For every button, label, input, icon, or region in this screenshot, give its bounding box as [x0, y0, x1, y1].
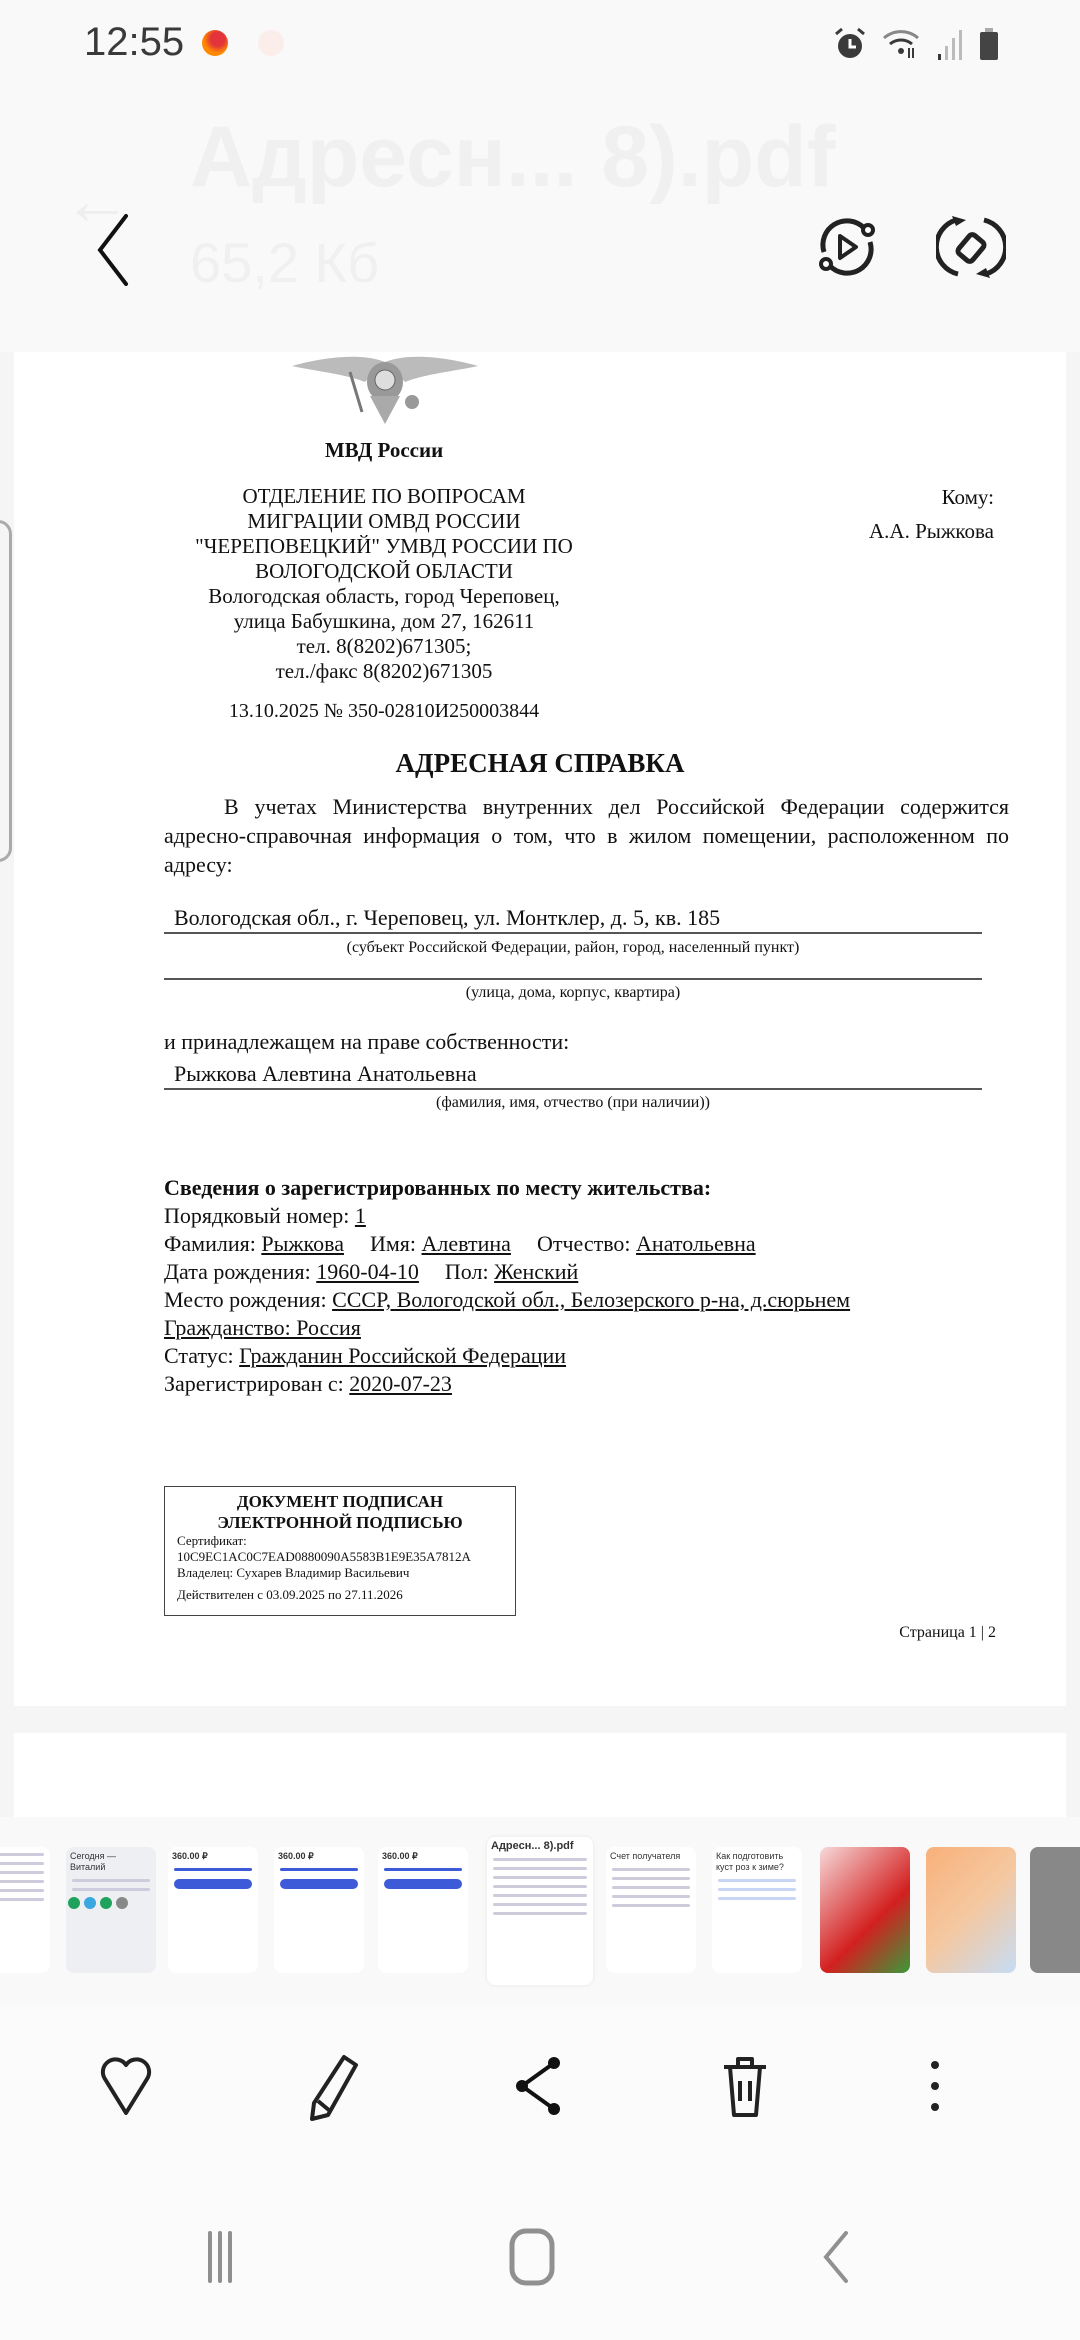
app-notification-icon [258, 30, 284, 56]
viewer-header [0, 90, 1080, 352]
edge-panel-handle[interactable] [0, 520, 12, 862]
system-nav-bar [0, 2157, 1080, 2340]
document-reference: 13.10.2025 № 350-02810И250003844 [228, 700, 540, 722]
app-notification-icon [202, 30, 228, 56]
thumbnail-item[interactable]: Как подготовить куст роз к зиме? [712, 1847, 802, 1973]
share-icon[interactable] [504, 2051, 574, 2121]
registered-persons: Сведения о зарегистрированных по месту жительства: Порядковый номер: 1 Фамилия: Рыжкова Имя: Алевтина Отчество: Анатольевна Дата рождения: 1960-04-10 Пол: Женский Место рождения: СССР, Вологодской обл., Белозерского р-на, д.сюрьнем Гражданство: Россия Статус: Гражданин Российской Федерации Зарегистрирован с: 2020-07-23 [164, 1175, 851, 1396]
status-time: 12:55 [84, 20, 185, 64]
rotate-screen-icon[interactable] [936, 212, 1006, 282]
signal-icon [936, 26, 964, 62]
pdf-page-1 [14, 352, 1066, 1706]
status-icons [832, 26, 1000, 62]
recents-icon[interactable] [196, 2227, 266, 2287]
thumbnail-strip[interactable] [0, 1817, 1080, 2007]
thumbnail-item[interactable] [820, 1847, 910, 1973]
thumbnail-item[interactable] [0, 1847, 50, 1973]
trash-icon[interactable] [710, 2051, 780, 2121]
intro-paragraph: В учетах Министерства внутренних дел Российской Федерации содержится адресно-справочная информация о том, что в жилом помещении, расположенном по адресу: [164, 794, 1009, 877]
thumbnail-item[interactable]: Сегодня — Виталий [66, 1847, 156, 1973]
addressee: Кому: А.А. Рыжкова [869, 485, 994, 543]
file-size: 65,2 Кб [190, 231, 380, 294]
electronic-signature-stamp: ДОКУМЕНТ ПОДПИСАН ЭЛЕКТРОННОЙ ПОДПИСЬЮ Сертификат: 10C9EC1AC0C7EAD0880090A5583B1E9E35A7812A Владелец: Сухарев Владимир Васильевич Действителен с 03.09.2025 по 27.11.2026 [164, 1486, 516, 1616]
ghost-back-arrow-icon: ← [62, 161, 132, 239]
heart-icon[interactable] [91, 2051, 161, 2121]
owner-caption: (фамилия, имя, отчество (при наличии)) [436, 1094, 710, 1111]
agency-name: МВД России [324, 438, 444, 462]
address-caption: (субъект Российской Федерации, район, город, населенный пункт) [346, 939, 800, 956]
page-indicator: Страница 1 | 2 [899, 1624, 996, 1641]
battery-icon [978, 26, 1000, 62]
ownership-label: и принадлежащем на праве собственности: [164, 1029, 570, 1054]
back-icon[interactable] [808, 2227, 878, 2287]
wifi-icon [882, 26, 922, 62]
thumbnail-item[interactable]: 360.00 ₽ [378, 1847, 468, 1973]
thumbnail-item[interactable] [926, 1847, 1016, 1973]
owner-field: Рыжкова Алевтина Анатольевна [164, 1060, 982, 1090]
file-title: Адресн... 8).pdf [190, 109, 836, 205]
pdf-viewer[interactable] [0, 352, 1080, 1817]
street-field [164, 950, 982, 980]
thumbnail-item[interactable] [1030, 1847, 1080, 1973]
issuing-organization: ОТДЕЛЕНИЕ ПО ВОПРОСАМ МИГРАЦИИ ОМВД РОССИИ "ЧЕРЕПОВЕЦКИЙ" УМВД РОССИИ ПО ВОЛОГОДСКОЙ ОБЛАСТИ Вологодская область, город Череповец, улица Бабушкина, дом 27, 162611 тел. 8(8202)671305; тел./факс 8(8202)671305 [195, 484, 573, 683]
status-bar [0, 0, 1080, 90]
more-vertical-icon[interactable] [920, 2051, 950, 2121]
alarm-icon [832, 26, 868, 62]
address-field: Вологодская обл., г. Череповец, ул. Монтклер, д. 5, кв. 185 [164, 904, 982, 934]
action-bar [0, 2007, 1080, 2157]
street-caption: (улица, дома, корпус, квартира) [465, 984, 681, 1001]
thumbnail-item-selected[interactable]: Адресн... 8).pdf [487, 1837, 593, 1985]
thumbnail-item[interactable]: 360.00 ₽ [168, 1847, 258, 1973]
play-rotate-icon[interactable] [812, 212, 882, 282]
home-icon[interactable] [500, 2227, 570, 2287]
pencil-icon[interactable] [298, 2051, 368, 2121]
mvd-emblem-icon [290, 352, 480, 432]
thumbnail-item[interactable]: Счет получателя [606, 1847, 696, 1973]
chevron-left-icon[interactable] [82, 210, 142, 290]
document-title: АДРЕСНАЯ СПРАВКА [395, 748, 685, 778]
pdf-page-2 [14, 1733, 1066, 1817]
thumbnail-item[interactable]: 360.00 ₽ [274, 1847, 364, 1973]
